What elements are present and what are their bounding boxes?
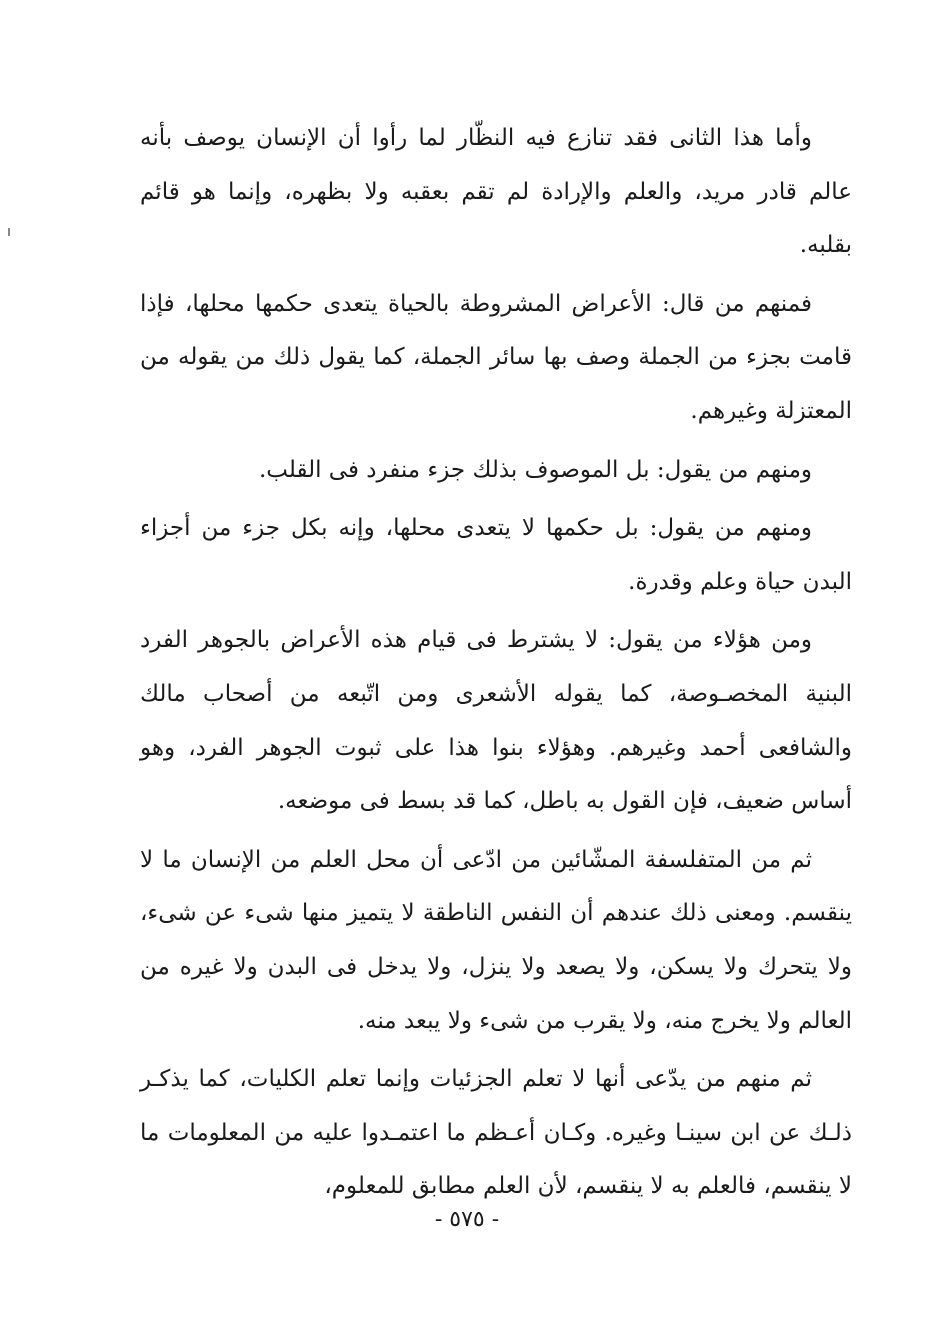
paragraph-1: وأما هذا الثانى فقد تنازع فيه النظّار لما رأوا أن الإنسان يوصف بأنه عالم قادر مريد، والعلم والإرادة لم تقم بعقبه ولا بظهره، وإنما هو قائم بقلبه. <box>140 125 852 259</box>
paragraph-7: ثم منهم من يدّعى أنها لا تعلم الجزئيات وإنما تعلم الكليات، كما يذكـر ذلـك عن ابن سينـا وغيره. وكـان أعـظم ما اعتمـدوا عليه من المعلومات ما لا ينقسم، فالعلم به لا ينقسم، لأن العلم مطابق للمعلوم، <box>140 1066 852 1200</box>
body-text <box>140 112 852 1219</box>
paragraph-5: ومن هؤلاء من يقول: لا يشترط فى قيام هذه الأعراض بالجوهر الفرد البنية المخصـوصة، كما يقوله الأشعرى ومن اتّبعه من أصحاب مالك والشافعى أحمد وغيرهم. وهؤلاء بنوا هذا على ثبوت الجوهر الفرد، وهو أساس ضعيف، فإن القول به باطل، كما قد بسط فى موضعه. <box>140 627 852 815</box>
scan-edge-mark <box>8 228 10 236</box>
paragraph-6: ثم من المتفلسفة المشّائين من ادّعى أن محل العلم من الإنسان ما لا ينقسم. ومعنى ذلك عندهم أن النفس الناطقة لا يتميز منها شىء عن شىء، ولا يتحرك ولا يسكن، ولا يصعد ولا ينزل، ولا يدخل فى البدن ولا غيره من العالم ولا يخرج منه، ولا يقرب من شىء ولا يبعد منه. <box>140 846 852 1034</box>
page-number: - ٥٧٥ - <box>434 1207 500 1232</box>
paragraph-2: فمنهم من قال: الأعراض المشروطة بالحياة يتعدى حكمها محلها، فإذا قامت بجزء من الجملة وصف بها سائر الجملة، كما يقول ذلك من يقوله من المعتزلة وغيرهم. <box>140 290 852 424</box>
paragraph-3: ومنهم من يقول: بل الموصوف بذلك جزء منفرد فى القلب. <box>258 456 812 483</box>
paragraph-4: ومنهم من يقول: بل حكمها لا يتعدى محلها، وإنه بكل جزء من أجزاء البدن حياة وعلم وقدرة. <box>140 515 852 595</box>
